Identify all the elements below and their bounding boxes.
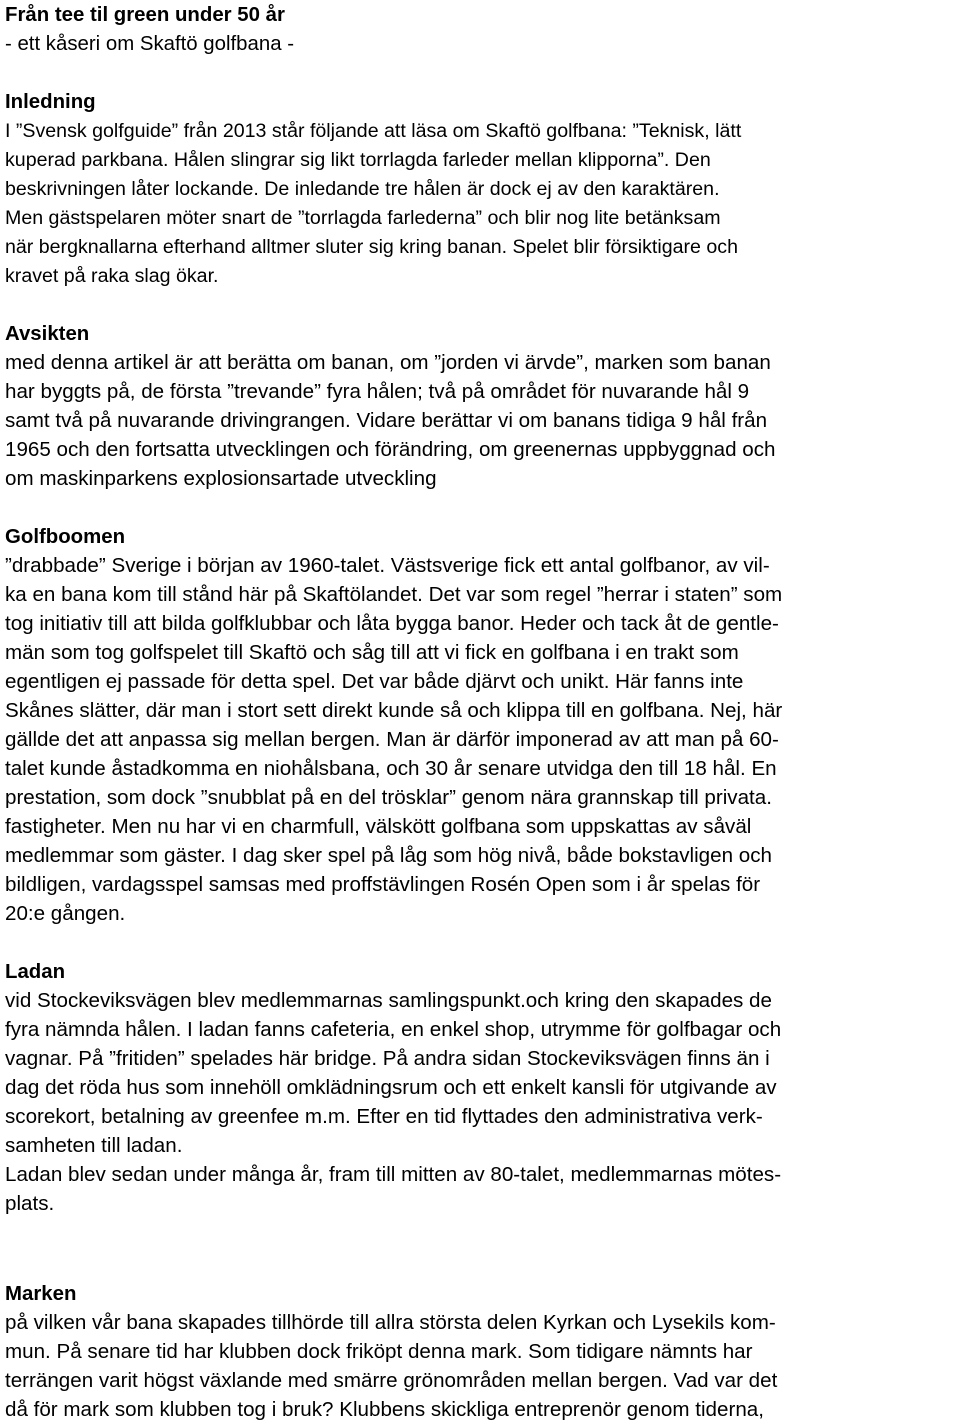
paragraph-line: prestation, som dock ”snubblat på en del trösklar” genom nära grannskap till privata. [5, 786, 772, 809]
section-heading-marken: Marken [5, 1283, 77, 1305]
section-heading-ladan: Ladan [5, 961, 66, 983]
paragraph-line: Men gästspelaren möter snart de ”torrlagda farlederna” och blir nog lite betänksam [5, 207, 721, 229]
paragraph-line: samt två på nuvarande drivingrangen. Vidare berättar vi om banans tidiga 9 hål från [5, 409, 768, 432]
paragraph-line: med denna artikel är att berätta om banan, om ”jorden vi ärvde”, marken som banan [5, 351, 771, 374]
paragraph-line: vagnar. På ”fritiden” spelades här bridge. På andra sidan Stockeviksvägen finns än i [5, 1047, 770, 1070]
paragraph-line: på vilken vår bana skapades tillhörde till allra största delen Kyrkan och Lysekils kom- [5, 1311, 776, 1334]
paragraph-line: fastigheter. Men nu har vi en charmfull, välskött golfbana som uppskattas av såväl [5, 815, 752, 838]
paragraph-line: beskrivningen låter lockande. De inledande tre hålen är dock ej av den karaktären. [5, 178, 720, 200]
paragraph-line: 20:e gången. [5, 902, 126, 925]
paragraph-line: samheten till ladan. [5, 1134, 183, 1157]
paragraph-line: Ladan blev sedan under många år, fram till mitten av 80-talet, medlemmarnas mötes- [5, 1163, 782, 1186]
section-heading-golfboomen: Golfboomen [5, 526, 126, 548]
paragraph-line: vid Stockeviksvägen blev medlemmarnas samlingspunkt.och kring den skapades de [5, 989, 772, 1012]
paragraph-line: terrängen varit högst växlande med smärre grönområden mellan bergen. Vad var det [5, 1369, 778, 1392]
paragraph-line: kravet på raka slag ökar. [5, 265, 219, 287]
paragraph-line: ”drabbade” Sverige i början av 1960-talet. Västsverige fick ett antal golfbanor, av vil- [5, 554, 770, 577]
paragraph-line: då för mark som klubben tog i bruk? Klubbens skickliga entreprenör genom tiderna, [5, 1398, 764, 1421]
paragraph-line: I ”Svensk golfguide” från 2013 står följande att läsa om Skaftö golfbana: ”Teknisk, lätt [5, 120, 742, 142]
section-heading-avsikten: Avsikten [5, 323, 90, 345]
paragraph-line: plats. [5, 1192, 55, 1215]
document-subtitle: - ett kåseri om Skaftö golfbana - [5, 33, 295, 55]
paragraph-line: har byggts på, de första ”trevande” fyra hålen; två på området för nuvarande hål 9 [5, 380, 750, 403]
paragraph-line: 1965 och den fortsatta utvecklingen och förändring, om greenernas uppbyggnad och [5, 438, 776, 461]
paragraph-line: dag det röda hus som innehöll omklädningsrum och ett enkelt kansli för utgivande av [5, 1076, 777, 1099]
section-heading-inledning: Inledning [5, 91, 96, 113]
document-title: Från tee til green under 50 år [5, 4, 285, 26]
paragraph-line: gällde det att anpassa sig mellan bergen. Man är därför imponerad av att man på 60- [5, 728, 779, 751]
paragraph-line: mun. På senare tid har klubben dock friköpt denna mark. Som tidigare nämnts har [5, 1340, 753, 1363]
paragraph-line: scorekort, betalning av greenfee m.m. Efter en tid flyttades den administrativa verk- [5, 1105, 763, 1128]
paragraph-line: Skånes slätter, där man i stort sett direkt kunde så och klippa till en golfbana. Nej, här [5, 699, 783, 722]
paragraph-line: ka en bana kom till stånd här på Skaftölandet. Det var som regel ”herrar i staten” som [5, 583, 783, 606]
paragraph-line: tog initiativ till att bilda golfklubbar och låta bygga banor. Heder och tack åt de gentle- [5, 612, 779, 635]
paragraph-line: talet kunde åstadkomma en niohålsbana, och 30 år senare utvidga den till 18 hål. En [5, 757, 777, 780]
paragraph-line: fyra nämnda hålen. I ladan fanns cafeteria, en enkel shop, utrymme för golfbagar och [5, 1018, 782, 1041]
paragraph-line: medlemmar som gäster. I dag sker spel på låg som hög nivå, både bokstavligen och [5, 844, 772, 867]
paragraph-line: egentligen ej passade för detta spel. Det var både djärvt och unikt. Här fanns inte [5, 670, 744, 693]
paragraph-line: bildligen, vardagsspel samsas med proffstävlingen Rosén Open som i år spelas för [5, 873, 761, 896]
paragraph-line: män som tog golfspelet till Skaftö och såg till att vi fick en golfbana i en trakt som [5, 641, 739, 664]
paragraph-line: när bergknallarna efterhand alltmer sluter sig kring banan. Spelet blir försiktigare och [5, 236, 738, 258]
paragraph-line: om maskinparkens explosionsartade utveckling [5, 467, 437, 490]
paragraph-line: kuperad parkbana. Hålen slingrar sig likt torrlagda farleder mellan klipporna”. Den [5, 149, 711, 171]
